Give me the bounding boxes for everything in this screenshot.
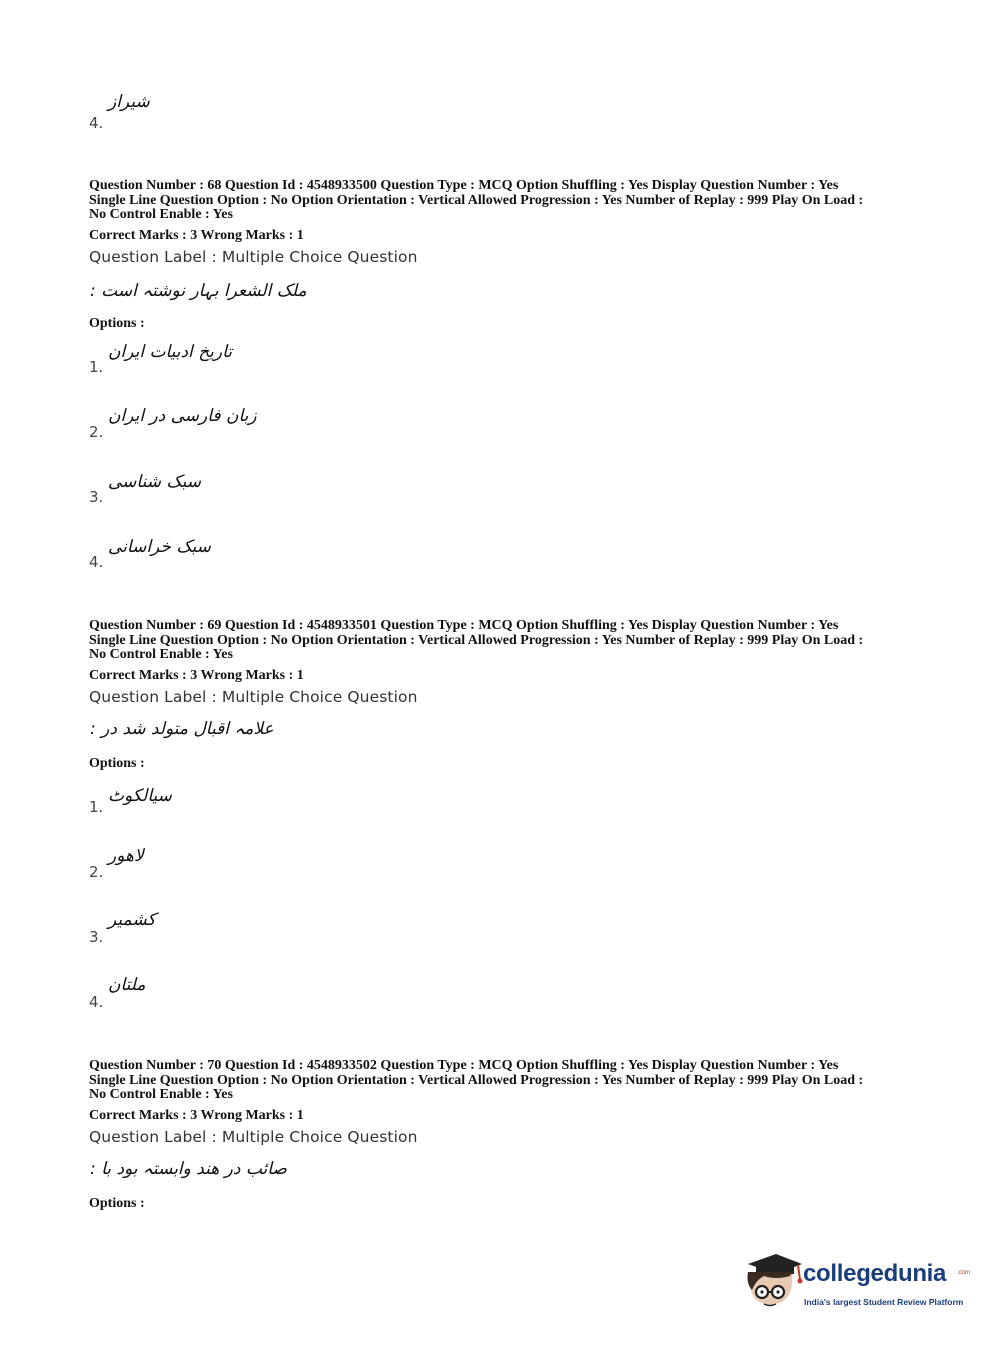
meta-line-3: No Control Enable : Yes (89, 1087, 233, 1103)
meta-line-2: Single Line Question Option : No Option Orientation : Vertical Allowed Progression : Yes Number of Replay : 999 Play On Load : (89, 192, 864, 208)
marks-line: Correct Marks : 3 Wrong Marks : 1 (89, 668, 304, 683)
option-urdu-text: سیالکوٹ (108, 786, 172, 806)
meta-line-2: Single Line Question Option : No Option Orientation : Vertical Allowed Progression : Yes Number of Replay : 999 Play On Load : (89, 1072, 864, 1088)
option-urdu-text: ملتان (108, 975, 146, 995)
meta-line-3: No Control Enable : Yes (89, 647, 233, 663)
question-meta (89, 1059, 919, 1103)
question-meta (89, 179, 919, 223)
option-number: 2. (89, 423, 104, 441)
logo-tagline: India's largest Student Review Platform (804, 1297, 964, 1307)
options-heading: Options : (89, 316, 145, 331)
option-urdu-text: زبان فارسی در ایران (108, 406, 257, 426)
option-number: 4. (89, 993, 104, 1011)
question-urdu-text: علامہ اقبال متولد شد در : (90, 719, 274, 739)
question-urdu-text: ملک الشعرا بہار نوشتہ است : (90, 281, 307, 301)
question-label: Question Label : Multiple Choice Question (89, 688, 418, 706)
options-heading: Options : (89, 756, 145, 771)
meta-line-2: Single Line Question Option : No Option Orientation : Vertical Allowed Progression : Yes Number of Replay : 999 Play On Load : (89, 632, 864, 648)
option-number: 3. (89, 488, 104, 506)
marks-line: Correct Marks : 3 Wrong Marks : 1 (89, 1108, 304, 1123)
prev-option-urdu-text: شیراز (108, 92, 150, 112)
logo-suffix: .com (957, 1270, 971, 1276)
option-urdu-text: کشمیر (108, 910, 156, 930)
option-number: 4. (89, 553, 104, 571)
marks-line: Correct Marks : 3 Wrong Marks : 1 (89, 228, 304, 243)
meta-line-1: Question Number : 69 Question Id : 4548933501 Question Type : MCQ Option Shuffling : Yes Display Question Number : Yes (89, 618, 839, 633)
prev-option-number: 4. (89, 114, 104, 132)
meta-line-3: No Control Enable : Yes (89, 207, 233, 223)
meta-line-1: Question Number : 68 Question Id : 4548933500 Question Type : MCQ Option Shuffling : Yes Display Question Number : Yes (89, 178, 839, 193)
question-meta (89, 619, 919, 663)
option-urdu-text: سبک شناسی (108, 472, 201, 492)
meta-line-1: Question Number : 70 Question Id : 4548933502 Question Type : MCQ Option Shuffling : Yes Display Question Number : Yes (89, 1058, 839, 1073)
option-urdu-text: لاهور (108, 846, 144, 866)
option-number: 3. (89, 928, 104, 946)
options-heading: Options : (89, 1196, 145, 1211)
option-number: 1. (89, 358, 104, 376)
option-number: 1. (89, 798, 104, 816)
option-urdu-text: سبک خراسانی (108, 537, 211, 557)
question-urdu-text: صائب در هند وابستہ بود با : (90, 1159, 287, 1179)
mascot-icon (742, 1250, 804, 1312)
question-label: Question Label : Multiple Choice Question (89, 248, 418, 266)
option-urdu-text: تاریخ ادبیات ایران (108, 342, 233, 362)
question-label: Question Label : Multiple Choice Question (89, 1128, 418, 1146)
option-number: 2. (89, 863, 104, 881)
logo-wordmark: collegedunia (803, 1260, 947, 1287)
